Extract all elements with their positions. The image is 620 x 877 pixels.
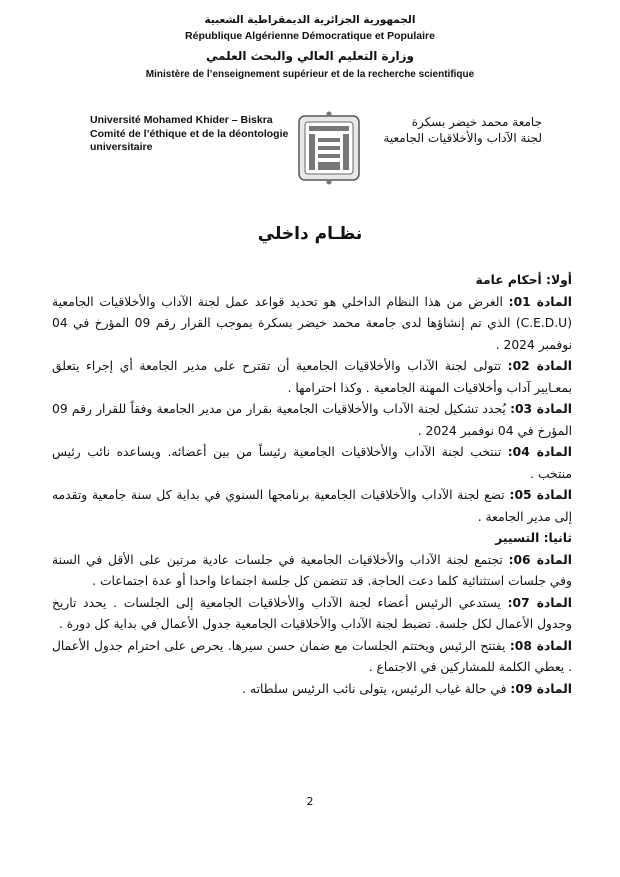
- article-label: المادة 05:: [509, 488, 572, 502]
- article-text: تتولى لجنة الآداب والأخلاقيات الجامعية أن تقترح على مدير الجامعة أي إجراء يتعلق بمعـايير آداب وأخلاقيات المهنة الجامعية . وكذا احترامها .: [52, 359, 572, 395]
- article-06: [52, 550, 572, 593]
- section-heading: أولا: أحكام عامة: [475, 273, 572, 287]
- article-text: يفتتح الرئيس ويختتم الجلسات مع ضمان حسن سيرها. يحرص على احترام جدول الأعمال . يعطي الكلمة للمشاركين في الاجتماع .: [52, 638, 572, 674]
- article-03: [52, 399, 572, 442]
- article-09: [52, 679, 572, 701]
- section-heading: ثانيا: التسيير: [495, 531, 572, 545]
- article-08: [52, 636, 572, 679]
- institution-fr-line3: universitaire: [90, 141, 153, 153]
- article-text: تجتمع لجنة الآداب والأخلاقيات الجامعية في جلسات عادية مرتين على الأقل في السنة وفي جلسات استثنائية كلما دعت الحاجة. قد تتضمن كل جلسة اجتماعا واحدا أو عدة اجتماعات .: [52, 552, 572, 588]
- article-label: المادة 03:: [510, 402, 572, 416]
- header-fr-ministry: Ministère de l’enseignement supérieur et de la recherche scientifique: [145, 69, 475, 80]
- article-text: الغرض من هذا النظام الداخلي هو تحديد قواعد عمل لجنة الآداب والأخلاقيات الجامعية (C.E.D.U) الذي تم إنشاؤها لدى جامعة محمد خيضر بسكرة بموجب القرار رقم 09 المؤرخ في 04 نوفمبر 2024 .: [52, 294, 572, 352]
- document-body: [52, 270, 572, 700]
- article-text: في حالة غياب الرئيس، يتولى نائب الرئيس سلطاته .: [242, 681, 511, 696]
- institution-fr: [90, 114, 290, 155]
- article-02: [52, 356, 572, 399]
- article-text: يُحدد تشكيل لجنة الآداب والأخلاقيات الجامعية بقرار من مدير الجامعة وفقاً للقرار رقم 09 المؤرخ في 04 نوفمبر 2024 .: [52, 402, 572, 438]
- article-label: المادة 07:: [507, 595, 572, 610]
- page-title: نظـام داخلي: [257, 224, 363, 244]
- article-04: [52, 442, 572, 485]
- header-fr-republic: République Algérienne Démocratique et Populaire: [185, 30, 435, 42]
- institution-ar: [322, 114, 542, 146]
- article-label: المادة 02:: [507, 359, 572, 373]
- page-number: 2: [306, 795, 314, 808]
- article-07: [52, 593, 572, 636]
- institution-fr-line2: Comité de l’éthique et de la déontologie: [90, 127, 289, 140]
- article-label: المادة 01:: [508, 294, 572, 309]
- article-label: المادة 08:: [509, 638, 572, 653]
- header-ar-republic: الجمهورية الجزائرية الديمقراطية الشعبية: [204, 14, 416, 26]
- article-05: [52, 485, 572, 528]
- article-text: يستدعي الرئيس أعضاء لجنة الآداب والأخلاقيات الجامعية إلى الجلسات . يحدد تاريخ وجدول الأعمال لكل جلسة. تضبط لجنة الآداب والأخلاقيات الجامعية جدول الأعمال في بداية كل دورة .: [52, 595, 572, 631]
- article-01: [52, 292, 572, 357]
- institution-fr-line1: Université Mohamed Khider – Biskra: [90, 114, 273, 126]
- article-text: تضع لجنة الآداب والأخلاقيات الجامعية برنامجها السنوي في بداية كل سنة جامعية وتقدمه إلى مدير الجامعة .: [52, 488, 572, 524]
- article-label: المادة 09:: [510, 681, 572, 696]
- header-ar-ministry: وزارة التعليم العالي والبحث العلمي: [205, 49, 415, 63]
- article-label: المادة 06:: [508, 552, 572, 567]
- institution-ar-line1: جامعة محمد خيضر بسكرة: [411, 115, 542, 129]
- article-label: المادة 04:: [507, 445, 572, 459]
- institution-ar-line2: لجنة الآداب والأخلاقيات الجامعية: [383, 131, 542, 145]
- article-text: تنتخب لجنة الآداب والأخلاقيات الجامعية رئيساً من بين أعضائه. ويساعده نائب رئيس منتخب .: [52, 445, 572, 481]
